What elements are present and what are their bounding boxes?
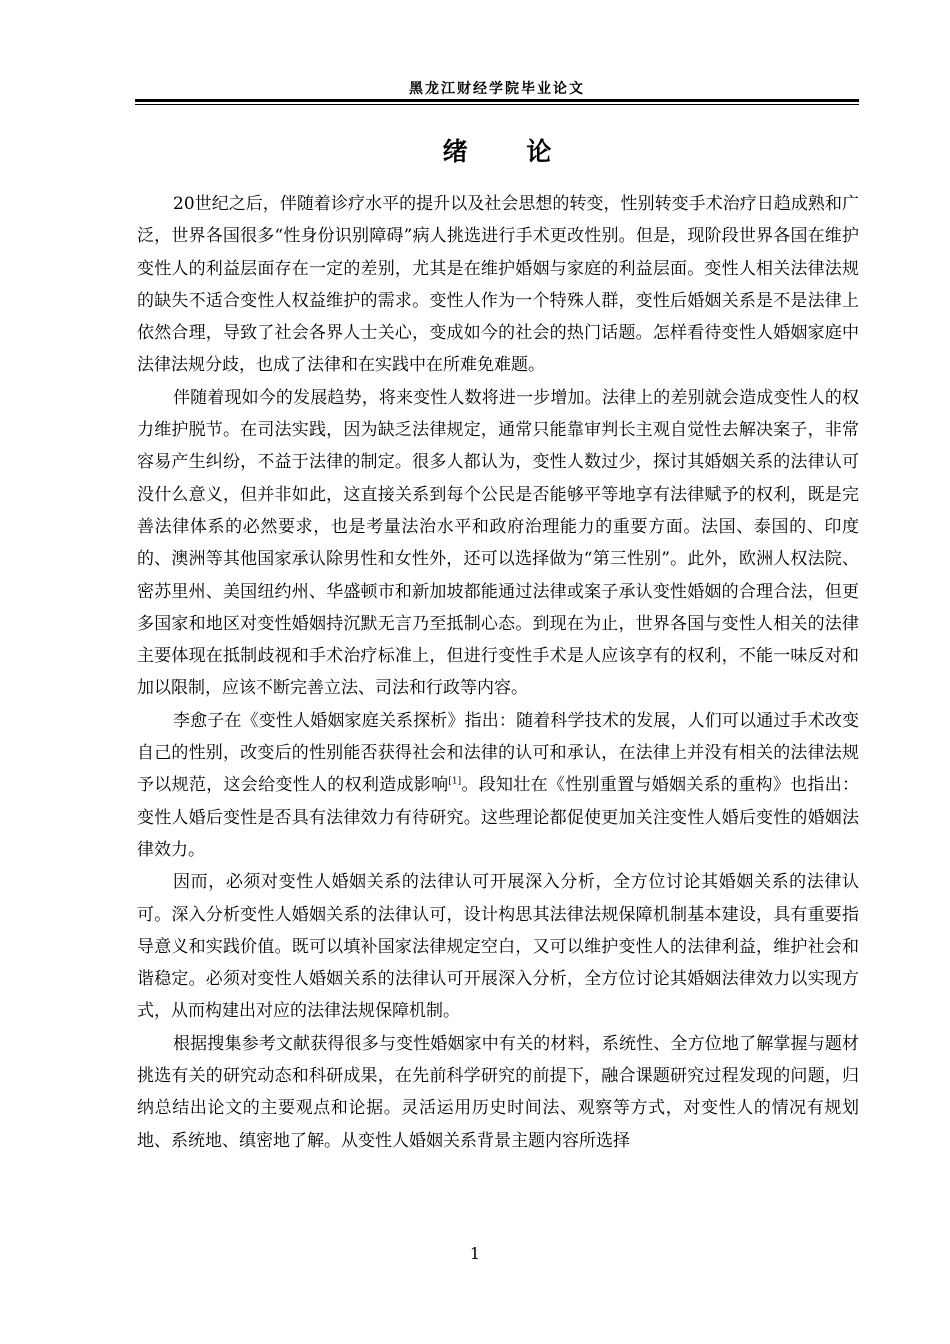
paragraph-5: 根据搜集参考文献获得很多与变性婚姻家中有关的材料，系统性、全方位地了解掌握与题材挑选有关的研究动态和科研成果，在先前科学研究的前提下，融合课题研究过程发现的问题，归纳总结出论文的主要观点和论据。灵活运用历史时间法、观察等方式，对变性人的情况有规划地、系统地、缜密地了解。从变性人婚姻关系背景主题内容所选择 bbox=[137, 1033, 859, 1151]
header-rule-thin bbox=[135, 104, 859, 105]
paragraph-3 bbox=[137, 705, 859, 866]
header-rule-thick bbox=[135, 99, 859, 102]
citation-marker: [1] bbox=[448, 776, 462, 787]
paragraph-4: 因而，必须对变性人婚姻关系的法律认可开展深入分析，全方位讨论其婚姻关系的法律认可。深入分析变性人婚姻关系的法律认可，设计构思其法律法规保障机制基本建设，具有重要指导意义和实践价值。既可以填补国家法律规定空白，又可以维护变性人的法律利益，维护社会和谐稳定。必须对变性人婚姻关系的法律认可开展深入分析，全方位讨论其婚姻法律效力以实现方式，从而构建出对应的法律法规保障机制。 bbox=[137, 872, 859, 1022]
paragraph-1: 20世纪之后，伴随着诊疗水平的提升以及社会思想的转变，性别转变手术治疗日趋成熟和广泛，世界各国很多“性身份识别障碍”病人挑选进行手术更改性别。但是，现阶段世界各国在维护变性人的利益层面存在一定的差别，尤其是在维护婚姻与家庭的利益层面。变性人相关法律法规的缺失不适合变性人权益维护的需求。变性人作为一个特殊人群，变性后婚姻关系是不是法律上依然合理，导致了社会各界人士关心，变成如今的社会的热门话题。怎样看待变性人婚姻家庭中法律法规分歧，也成了法律和在实践中在所难免难题。 bbox=[137, 194, 859, 376]
paragraph-3-text-before: 李愈子在《变性人婚姻家庭关系探析》指出：随着科学技术的发展，人们可以通过手术改变自己的性别，改变后的性别能否获得社会和法律的认可和承认，在法律上并没有相关的法律法规予以规范，这会给变性人的权利造成影响 bbox=[137, 710, 859, 796]
paragraph-3-text-after: 。段知壮在《性别重置与婚姻关系的重构》也指出：变性人婚后变性是否具有法律效力有待研究。这些理论都促使更加关注变性人婚后变性的婚姻法律效力。 bbox=[137, 775, 860, 860]
page-number: 1 bbox=[469, 1244, 481, 1263]
body-text bbox=[137, 188, 859, 1157]
paragraph-2: 伴随着现如今的发展趋势，将来变性人数将进一步增加。法律上的差别就会造成变性人的权力维护脱节。在司法实践，因为缺乏法律规定，通常只能靠审判长主观自觉性去解决案子，非常容易产生纠纷，不益于法律的制定。很多人都认为，变性人数过少，探讨其婚姻关系的法律认可没什么意义，但并非如此，这直接关系到每个公民是否能够平等地享有法律赋予的权利，既是完善法律体系的必然要求，也是考量法治水平和政府治理能力的重要方面。法国、泰国的、印度的、澳洲等其他国家承认除男性和女性外，还可以选择做为“第三性别”。此外，欧洲人权法院、密苏里州、美国纽约州、华盛顿市和新加坡都能通过法律或案子承认变性婚姻的合理合法，但更多国家和地区对变性婚姻持沉默无言乃至抵制心态。到现在为止，世界各国与变性人相关的法律主要体现在抵制歧视和手术治疗标准上，但进行变性手术是人应该享有的权利，不能一味反对和加以限制，应该不断完善立法、司法和行政等内容。 bbox=[137, 387, 859, 699]
running-header: 黑龙江财经学院毕业论文 bbox=[409, 81, 585, 97]
chapter-title: 绪 论 bbox=[442, 137, 552, 166]
